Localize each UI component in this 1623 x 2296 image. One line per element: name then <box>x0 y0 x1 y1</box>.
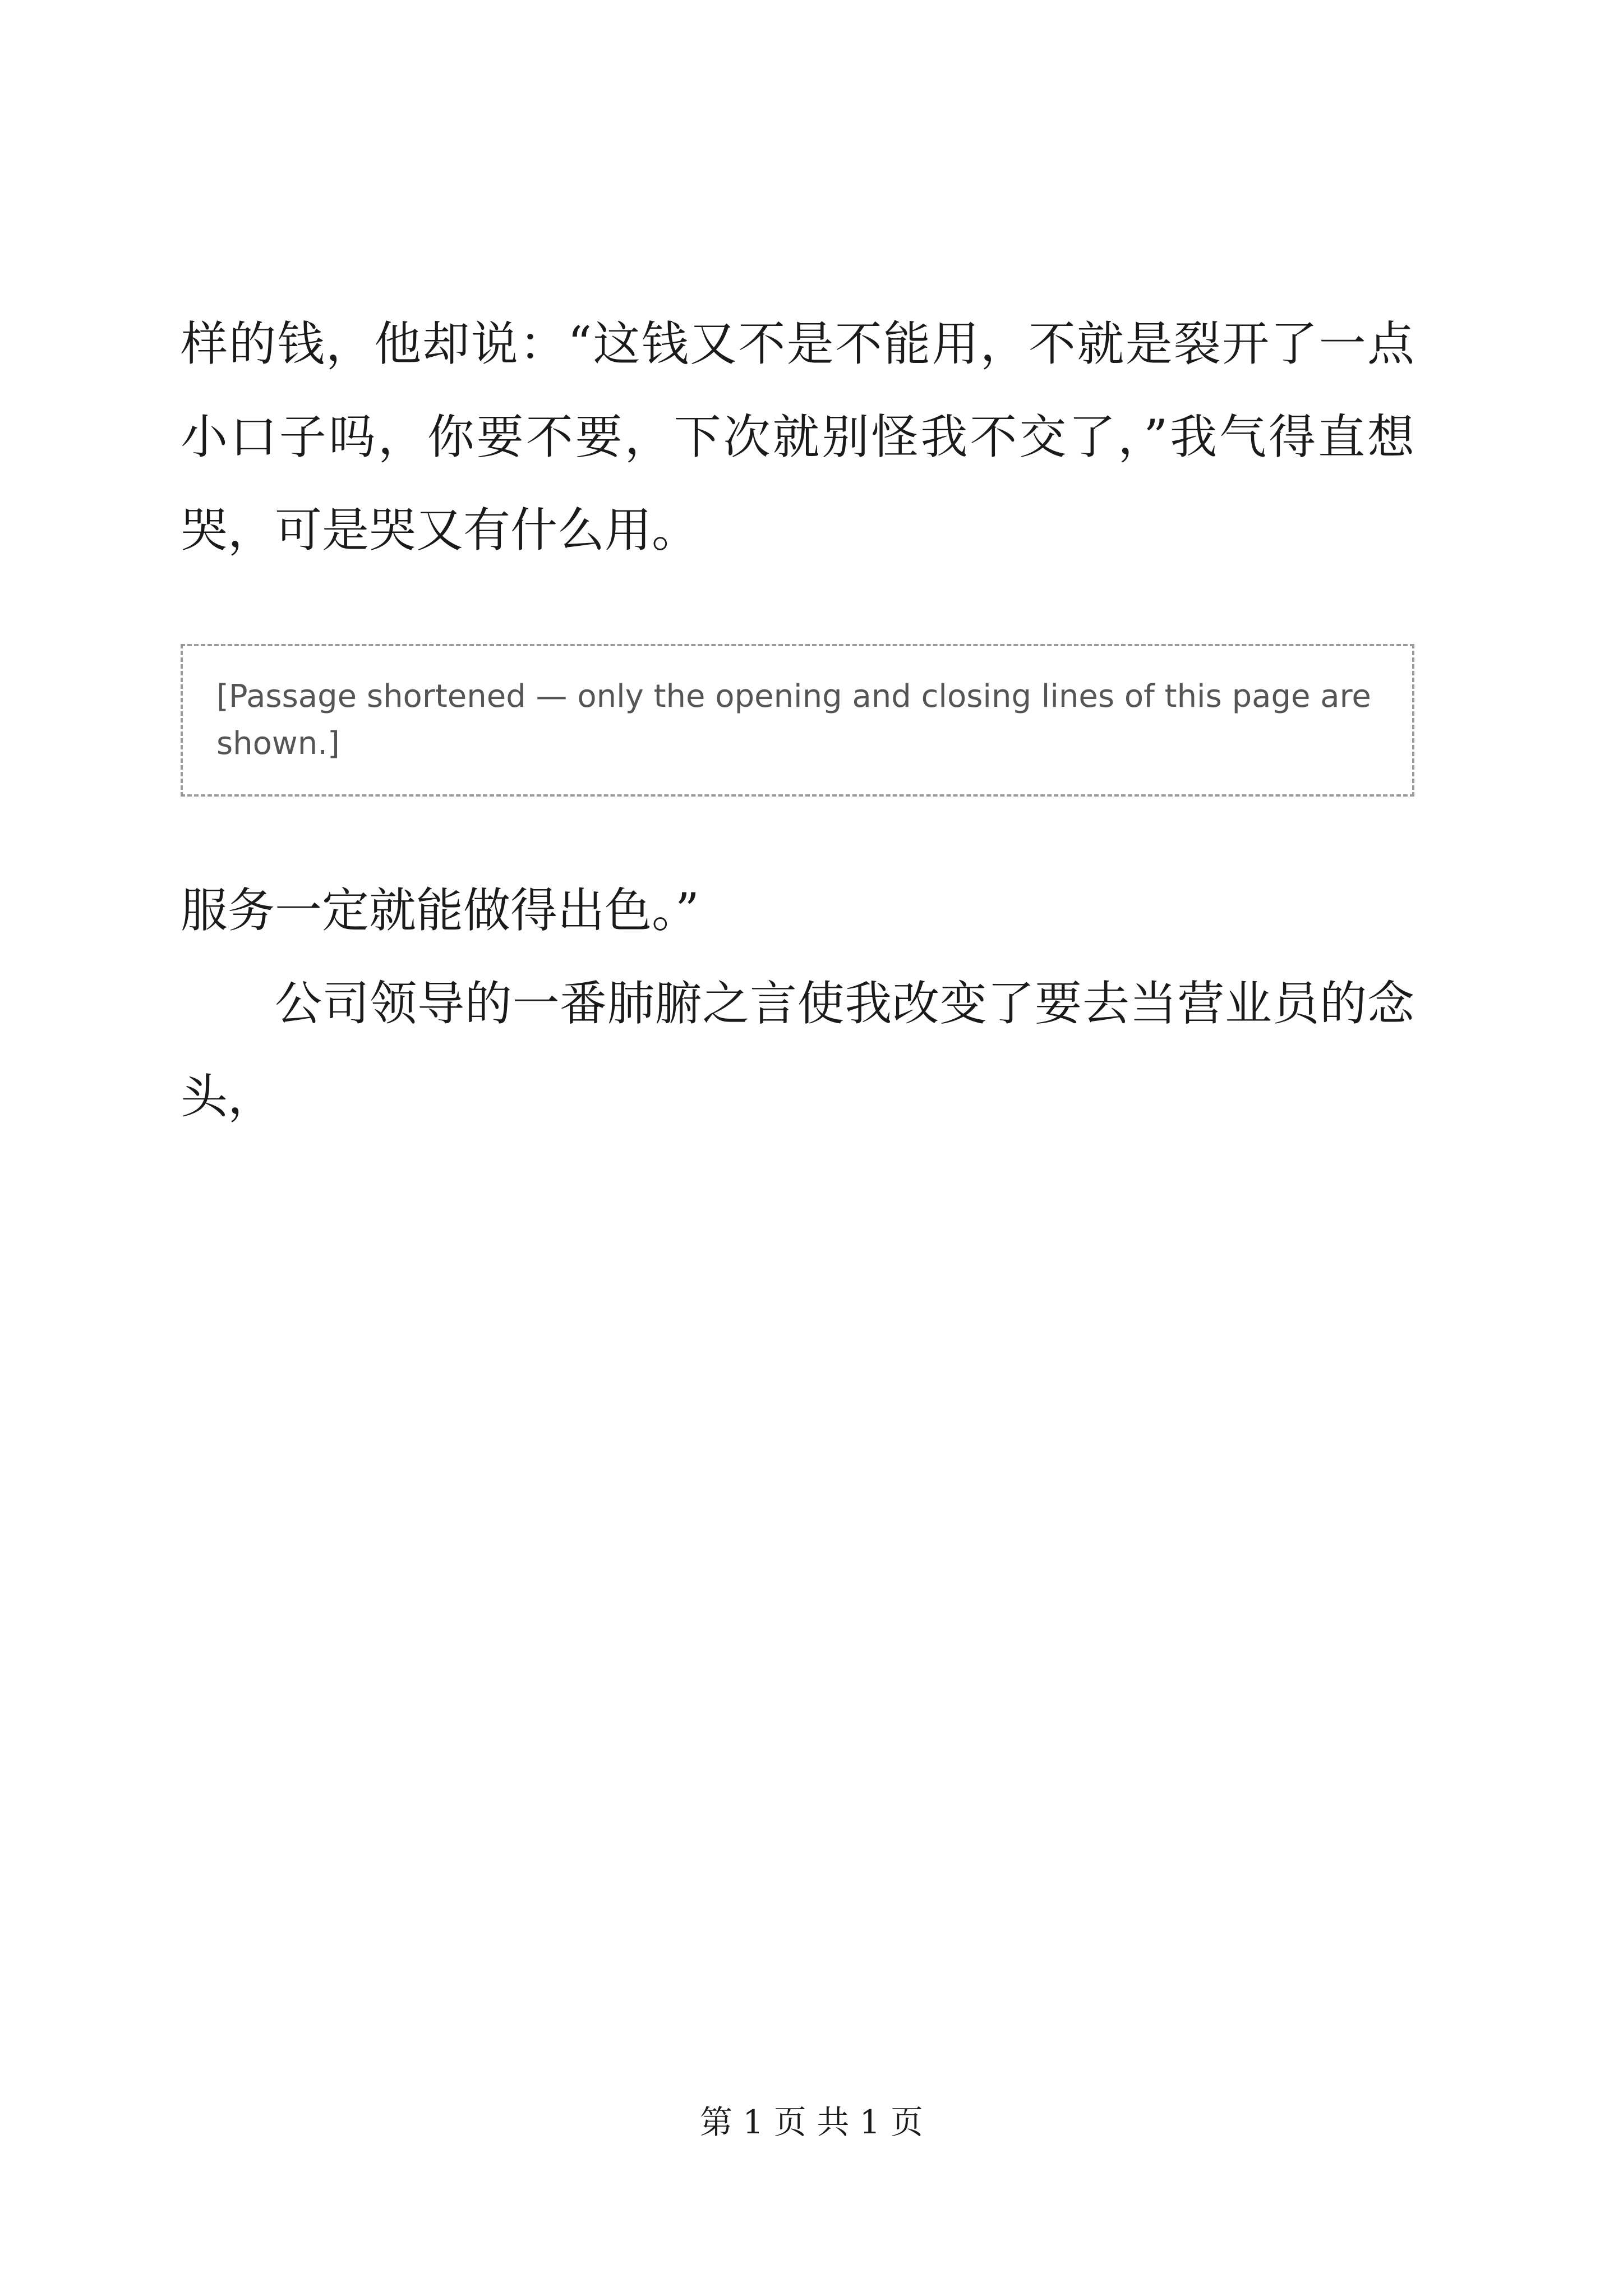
page-number-footer: 第 1 页 共 1 页 <box>700 2103 923 2141</box>
last-paragraph-start: 公司领导的一番肺腑之言使我改变了要去当营业员的念头， <box>181 976 1414 1124</box>
opening-excerpt: 样的钱，他却说：“这钱又不是不能用，不就是裂开了一点小口子吗，你要不要，下次就别怪我不交了，”我气得直想哭，可是哭又有什么用。 <box>181 316 1414 558</box>
body-text <box>181 297 1414 1143</box>
omission-note: [Passage shortened — only the opening and closing lines of this page are shown.] <box>181 644 1414 797</box>
closing-excerpt: 服务一定就能做得出色。” <box>181 883 699 938</box>
